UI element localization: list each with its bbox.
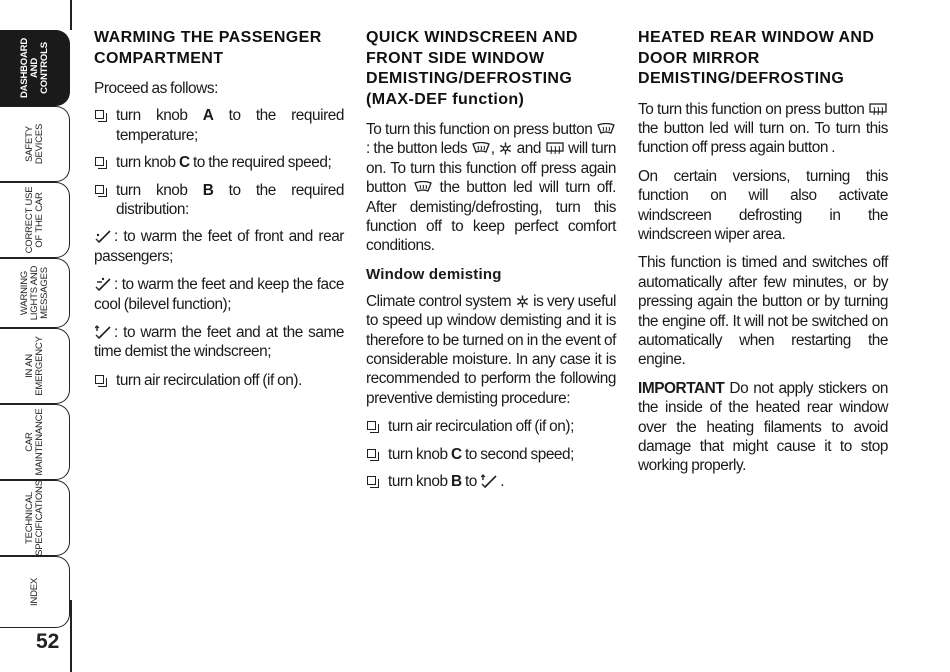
knob-key: B [450,473,462,491]
paragraph-text: the button led will turn on. To turn this function off press again button . [638,119,888,157]
rear-window-defrost-icon [546,142,564,155]
bilevel-distribution-icon [95,277,113,291]
column-warming-compartment [94,28,344,398]
tab-label: DASHBOARD AND CONTROLS [18,38,50,98]
checkbox-bullet-icon [95,375,104,384]
climate-control-icon [516,295,529,308]
paragraph-text: : the button leds [366,140,471,158]
max-def-paragraph [366,120,616,256]
checkbox-bullet-icon [95,185,104,194]
list-item [366,417,616,436]
paragraph-text: To turn this function on press button [366,121,596,138]
paragraph-text: , [490,140,499,158]
column-max-def [366,28,616,500]
tab-label: SAFETY DEVICES [23,123,45,165]
checkbox-bullet-icon [367,449,376,458]
rear-window-defrost-icon [869,103,887,116]
item-text: turn knob [116,181,203,199]
intro-text: Proceed as follows: [94,80,218,97]
list-item [94,106,344,145]
tab-car-maintenance[interactable] [0,404,70,480]
list-item [94,153,344,172]
item-text: turn air recirculation off (if on). [116,371,302,389]
subheading-window-demisting: Window demisting [366,265,502,283]
distribution-text: : to warm the feet of front and rear passengers; [94,228,344,265]
rear-window-paragraph [638,100,888,158]
feet-windscreen-distribution-icon [481,474,499,488]
list-item [94,181,344,220]
tab-label: TECHNICAL SPECIFICATIONS [23,480,45,556]
item-text: to [461,473,481,491]
section-tab-sidebar [0,0,72,672]
knob-key: C [178,154,190,172]
column-heated-rear-window [638,28,888,485]
knob-key: B [202,181,214,199]
paragraph-text: Climate control system [366,292,515,310]
item-text: turn air recirculation off (if on); [388,418,574,436]
front-windscreen-defrost-icon [597,123,615,136]
knob-key: A [202,107,214,125]
tab-dashboard-and-controls[interactable] [0,30,70,106]
distribution-text: : to warm the feet and at the same time demist the windscreen; [94,324,344,361]
tab-label: WARNING LIGHTS AND MESSAGES [18,265,50,321]
page-number: 52 [36,630,60,653]
item-text: turn knob [388,473,451,491]
timed-paragraph: This function is timed and switches off automatically after few minutes, or by pressing again the button or by turning the engine off. It will not be switched on automatically when restarting the engine. [638,254,888,369]
paragraph-text: is very useful to speed up window demisting and it is therefore to be turned on in the event of considerable moisture. In any case it is recommended to perform the following preventive demisting procedure: [366,292,617,407]
section-heading: QUICK WINDSCREEN AND FRONT SIDE WINDOW DEMISTING/DEFROSTING (MAX-DEF function) [366,29,578,108]
item-text: to second speed; [461,445,574,463]
spine-line [70,600,72,672]
distribution-feet [94,227,344,266]
spine-line [70,0,72,30]
knob-key: C [450,445,462,463]
distribution-bilevel [94,275,344,314]
important-note [638,379,888,476]
paragraph-text: and [516,140,545,158]
tab-warning-lights-and-messages[interactable] [0,258,70,328]
checkbox-bullet-icon [95,157,104,166]
tab-correct-use-of-the-car[interactable] [0,182,70,258]
item-text: to the required speed; [189,154,332,172]
item-text: to the required distribution: [116,181,344,219]
tab-label: IN AN EMERGENCY [23,336,45,396]
tab-in-an-emergency[interactable] [0,328,70,404]
paragraph-text: To turn this function on press button [638,100,868,118]
list-item [366,445,616,464]
climate-control-icon [499,142,512,155]
tab-technical-specifications[interactable] [0,480,70,556]
list-item [366,472,616,491]
section-heading: WARMING THE PASSENGER COMPARTMENT [94,29,322,67]
important-text: Do not apply stickers on the inside of the heated rear window over the heating filaments to avoid damage that might cause it to stop working properly. [638,379,888,475]
demisting-paragraph [366,292,616,408]
item-text: turn knob [116,154,179,172]
paragraph-text: will turn on. To turn this function off press again button [366,140,617,197]
checkbox-bullet-icon [367,476,376,485]
tab-safety-devices[interactable] [0,106,70,182]
feet-windscreen-distribution-icon [95,325,113,339]
paragraph-text: the button led will turn off. After demisting/defrosting, turn this function off to keep perfect comfort conditions. [366,179,617,255]
distribution-text: : to warm the feet and keep the face cool (bilevel function); [94,276,344,313]
tab-label: CAR MAINTENANCE [23,408,45,476]
item-text: . [500,473,505,491]
section-heading: HEATED REAR WINDOW AND DOOR MIRROR DEMISTING/DEFROSTING [638,29,875,87]
front-windscreen-defrost-icon [414,181,432,194]
item-text: turn knob [116,107,203,125]
checkbox-bullet-icon [95,110,104,119]
distribution-feet-windscreen [94,323,344,362]
feet-distribution-icon [95,229,113,243]
list-item [94,371,344,390]
important-label: IMPORTANT [638,379,725,397]
tab-label: CORRECT USE OF THE CAR [23,186,45,254]
front-windscreen-defrost-icon [472,142,490,155]
tab-index[interactable] [0,556,70,628]
item-text: to the required temperature; [116,107,344,144]
checkbox-bullet-icon [367,421,376,430]
tab-label: INDEX [28,577,40,607]
versions-paragraph: On certain versions, turning this function on will also activate windscreen defrosting in the windscreen wiper area. [638,167,888,243]
item-text: turn knob [388,445,451,463]
